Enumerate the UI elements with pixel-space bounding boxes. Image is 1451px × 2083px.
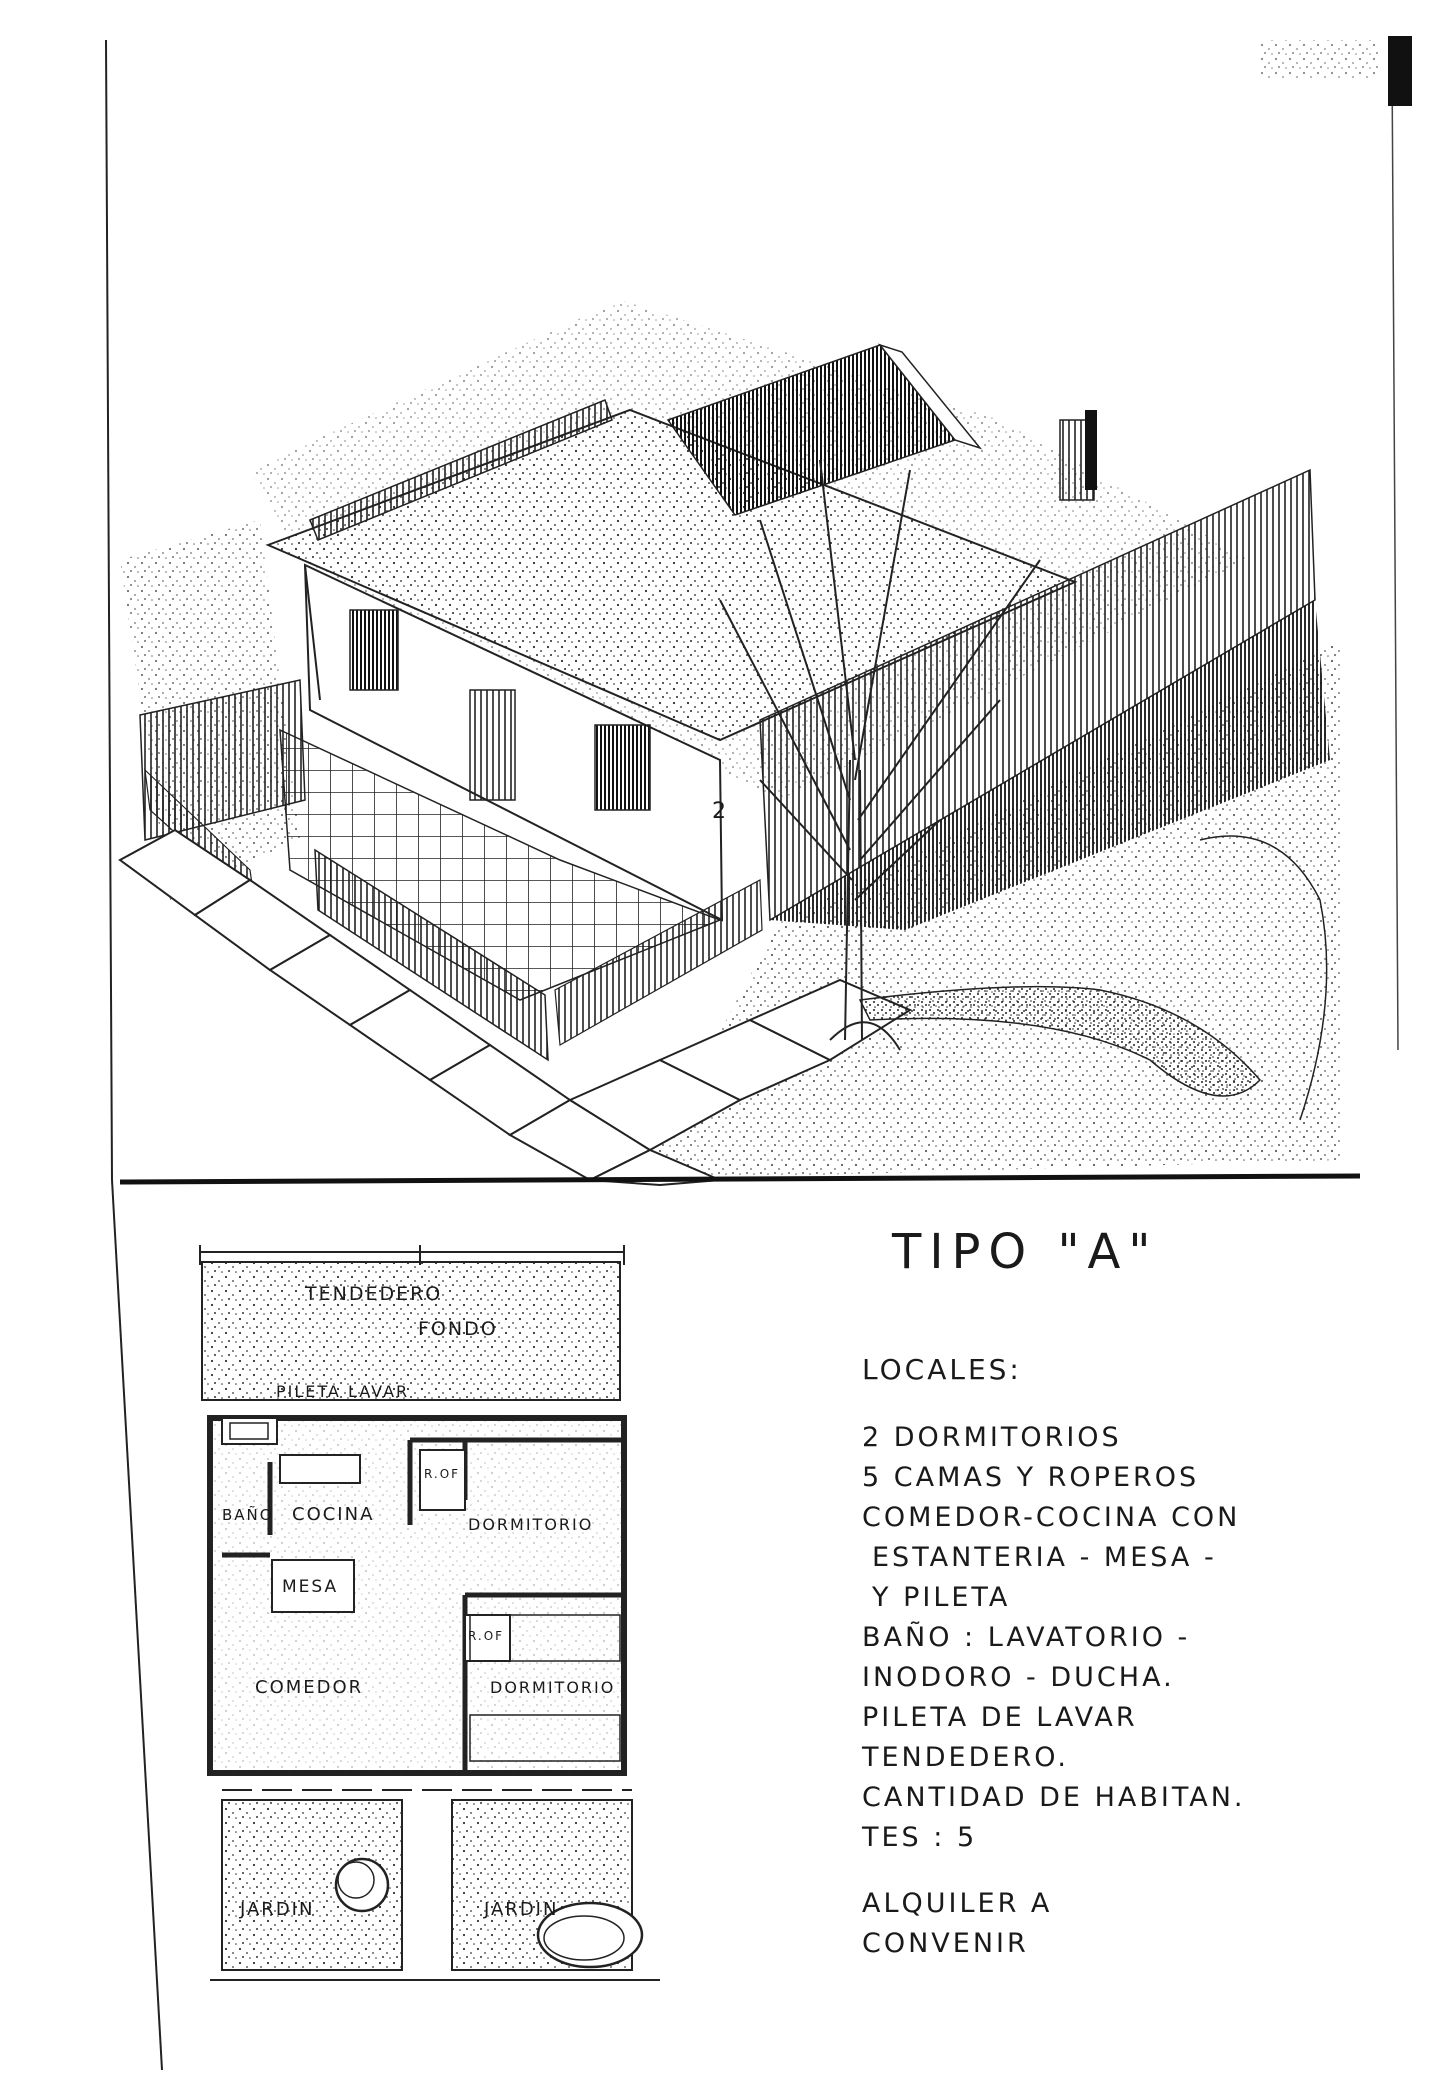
- label-tendedero: TENDEDERO: [305, 1283, 443, 1305]
- locales-line: BAÑO : LAVATORIO -: [862, 1622, 1191, 1653]
- roof-mark: 2: [712, 799, 728, 824]
- description-block: [862, 1222, 1158, 1282]
- locales-line: PILETA DE LAVAR: [862, 1702, 1138, 1733]
- floor-plan: [200, 1245, 660, 1980]
- label-cocina: COCINA: [292, 1504, 375, 1525]
- label-mesa: MESA: [282, 1577, 339, 1597]
- label-jardin-2: JARDIN: [484, 1899, 559, 1920]
- locales-block: [862, 1350, 1245, 1964]
- locales-line: Y PILETA: [872, 1582, 1011, 1613]
- locales-line: ESTANTERIA - MESA -: [872, 1542, 1217, 1573]
- type-heading: TIPO "A": [892, 1224, 1159, 1280]
- rent-line: CONVENIR: [862, 1928, 1029, 1959]
- label-ropero-2: R.OF: [468, 1629, 505, 1643]
- rent-line: ALQUILER A: [862, 1888, 1053, 1919]
- sheet-divider: [120, 1176, 1360, 1182]
- label-comedor: COMEDOR: [255, 1677, 364, 1698]
- locales-line: TES : 5: [862, 1822, 978, 1853]
- locales-list: [862, 1418, 1245, 1858]
- label-pileta-lavar: PILETA LAVAR: [276, 1382, 410, 1401]
- locales-line: 5 CAMAS Y ROPEROS: [862, 1462, 1200, 1493]
- front-door: [470, 690, 515, 800]
- locales-line: 2 DORMITORIOS: [862, 1422, 1122, 1453]
- label-dormitorio-1: DORMITORIO: [468, 1515, 594, 1534]
- label-dormitorio-2: DORMITORIO: [490, 1678, 616, 1697]
- rent-block: [862, 1884, 1245, 1964]
- label-jardin-1: JARDIN: [240, 1899, 315, 1920]
- label-ropero-1: R.OF: [424, 1467, 461, 1481]
- locales-line: INODORO - DUCHA.: [862, 1662, 1175, 1693]
- label-fondo: FONDO: [418, 1318, 498, 1340]
- locales-line: COMEDOR-COCINA CON: [862, 1502, 1241, 1533]
- label-bano: BAÑO: [222, 1506, 274, 1524]
- locales-line: TENDEDERO.: [862, 1742, 1069, 1773]
- locales-title: LOCALES:: [862, 1353, 1022, 1386]
- house-isometric-sketch: [120, 300, 1340, 1185]
- locales-line: CANTIDAD DE HABITAN.: [862, 1782, 1246, 1813]
